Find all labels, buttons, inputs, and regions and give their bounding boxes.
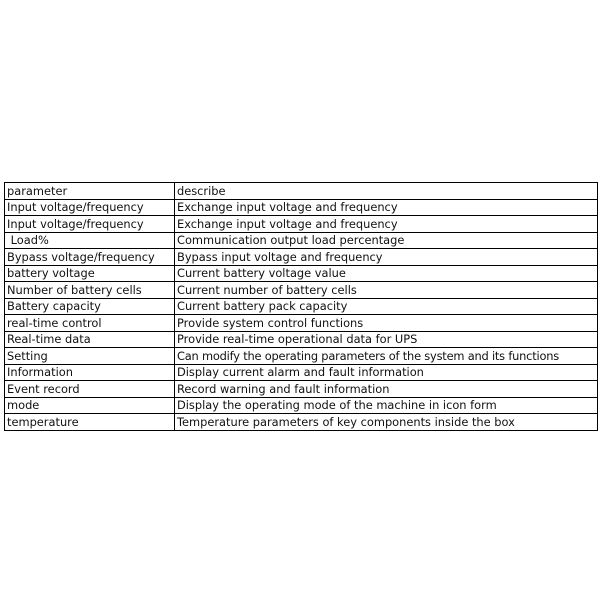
table-row xyxy=(5,298,598,315)
header-description: describe xyxy=(175,183,598,200)
row-description: Can modify the operating parameters of the system and its functions xyxy=(175,348,598,365)
table-row xyxy=(5,216,598,233)
table-row xyxy=(5,397,598,414)
row-description: Provide real-time operational data for UPS xyxy=(175,331,598,348)
row-parameter: mode xyxy=(5,397,175,414)
table-row xyxy=(5,199,598,216)
row-description: Record warning and fault information xyxy=(175,381,598,398)
row-parameter: Information xyxy=(5,364,175,381)
table-row xyxy=(5,282,598,299)
row-parameter: Setting xyxy=(5,348,175,365)
table-row xyxy=(5,331,598,348)
row-parameter: Battery capacity xyxy=(5,298,175,315)
row-parameter: battery voltage xyxy=(5,265,175,282)
row-description: Display current alarm and fault information xyxy=(175,364,598,381)
table-header-row xyxy=(5,183,598,200)
row-parameter: Real-time data xyxy=(5,331,175,348)
table-row xyxy=(5,232,598,249)
row-description: Current number of battery cells xyxy=(175,282,598,299)
row-description: Temperature parameters of key components inside the box xyxy=(175,414,598,431)
row-description: Exchange input voltage and frequency xyxy=(175,199,598,216)
table-row xyxy=(5,348,598,365)
table-row xyxy=(5,381,598,398)
table-row xyxy=(5,414,598,431)
row-description: Communication output load percentage xyxy=(175,232,598,249)
row-description: Bypass input voltage and frequency xyxy=(175,249,598,266)
table-row xyxy=(5,364,598,381)
row-parameter: real-time control xyxy=(5,315,175,332)
row-description: Current battery pack capacity xyxy=(175,298,598,315)
row-description: Display the operating mode of the machine in icon form xyxy=(175,397,598,414)
row-description: Exchange input voltage and frequency xyxy=(175,216,598,233)
row-parameter: temperature xyxy=(5,414,175,431)
parameter-table xyxy=(4,182,598,431)
row-parameter: Input voltage/frequency xyxy=(5,216,175,233)
row-parameter: Input voltage/frequency xyxy=(5,199,175,216)
table-row xyxy=(5,315,598,332)
header-parameter: parameter xyxy=(5,183,175,200)
row-parameter: Bypass voltage/frequency xyxy=(5,249,175,266)
table-row xyxy=(5,265,598,282)
row-description: Provide system control functions xyxy=(175,315,598,332)
row-parameter: Load% xyxy=(5,232,175,249)
row-description: Current battery voltage value xyxy=(175,265,598,282)
row-parameter: Number of battery cells xyxy=(5,282,175,299)
table-row xyxy=(5,249,598,266)
row-parameter: Event record xyxy=(5,381,175,398)
